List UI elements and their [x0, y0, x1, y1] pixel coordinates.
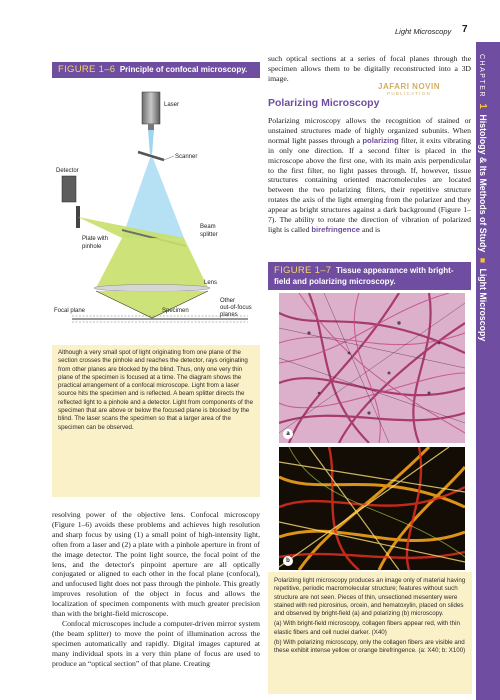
caption-a: (a) With bright-field microscopy, collagen fibers appear red, with thin elastic fibers and cell nuclei darker. (X40) — [274, 620, 460, 636]
polarizing-text-b: filter, it exits vibrating in only one direction. If a second filter is placed in the microscope above the first one, with its main axis perpendicular to the first filter, no light passes through. If, however, tissue structures containing oriented macromolecules are located between the two polarizing filters, their repetitive structure rotates the axis of the light emerging from the polarizer and they appear as bright structures against a dark background (Figure 1–7). The ability to rotate the direction of vibration of polarized light is called — [268, 135, 471, 234]
polarizing-image — [279, 447, 465, 570]
tab-separator: ■ — [478, 257, 488, 264]
chapter-number: 1 — [477, 103, 488, 109]
figure-1-7-caption — [268, 572, 472, 694]
right-top-text: such optical sections at a series of focal planes through the specimen allows them to be digitally reconstructed into a 3D image. — [268, 54, 471, 83]
label-specimen: Specimen — [162, 308, 189, 314]
laser-beam — [148, 130, 154, 154]
scanner-leader — [164, 156, 174, 160]
watermark-sub: PUBLICATION — [387, 91, 431, 96]
left-paragraph-1: resolving power of the objective lens. Confocal microscopy (Figure 1–6) avoids these problems and achieves high resolution and sharp focus by using (1) a small point of high-intensity light, often from a laser and (2) a plate with a pinhole aperture in front of the image detector. The point light source, the focal point of the lens, and the detector's pinpoint aperture are all optically conjugated or aligned to each other in the focal plane (confocal), and unfocused light does not pass through the pinhole. This greatly improves resolution of the object in focus and allows the localization of specimen components with much greater precision than with the bright-field microscope. — [52, 510, 260, 619]
detector-box — [62, 176, 76, 202]
chapter-tab — [476, 42, 500, 700]
publisher-watermark — [378, 82, 440, 96]
label-lens: Lens — [204, 280, 218, 286]
confocal-diagram — [52, 80, 260, 342]
label-beam-2: splitter — [200, 232, 218, 238]
lens — [94, 285, 210, 292]
panel-letter-b: b — [283, 556, 293, 566]
caption-b: (b) With polarizing microscopy, only the collagen fibers are visible and these exhibit intense yellow or orange birefringence. (a: X40; b: X100) — [274, 639, 466, 655]
label-plate-1: Plate with — [82, 236, 109, 242]
term-birefringence: birefringence — [311, 224, 361, 234]
page-number: 7 — [462, 24, 468, 35]
panel-letter-a: a — [283, 429, 293, 439]
left-column-text — [52, 510, 260, 669]
micrograph-bright-field — [279, 293, 465, 443]
figure-1-6-banner — [52, 62, 260, 78]
label-beam-1: Beam — [200, 224, 216, 230]
incident-cone — [122, 158, 184, 238]
left-paragraph-2: Confocal microscopes include a computer-driven mirror system (the beam splitter) to move the point of illumination across the specimen automatically and rapidly. Digital images captured at many individual spots in a very thin plane of focus are used to produce an “optical section” of that plane. Creating — [52, 618, 260, 668]
label-other-2: out-of-focus — [220, 305, 252, 311]
polarizing-text-c: and is — [360, 224, 381, 234]
label-detector: Detector — [56, 168, 79, 174]
figure-title: Tissue appearance with bright-field and polarizing microscopy. — [274, 266, 454, 286]
section-title: Light Microscopy — [478, 268, 488, 342]
label-other-1: Other — [220, 298, 236, 304]
label-scanner: Scanner — [175, 154, 198, 160]
laser-nozzle — [148, 124, 154, 130]
label-focal-plane: Focal plane — [54, 308, 86, 314]
term-polarizing: polarizing — [362, 135, 399, 145]
polarizing-text-a: Polarizing microscopy allows the recognition of stained or unstained structures made of highly organized subunits. When normal light passes through a — [268, 116, 471, 145]
chapter-word: CHAPTER — [478, 54, 485, 98]
lower-cone — [96, 238, 208, 288]
focus-cone — [96, 291, 208, 318]
figure-title: Principle of confocal microscopy. — [119, 65, 248, 74]
figure-1-7-banner — [268, 262, 471, 290]
laser-box — [142, 92, 160, 124]
figure-label: FIGURE 1–6 — [58, 64, 116, 75]
micrograph-polarizing — [279, 447, 465, 570]
section-heading: Polarizing Microscopy — [268, 97, 380, 109]
bright-field-image — [279, 293, 465, 443]
label-other-3: planes — [220, 312, 238, 318]
figure-1-6-caption: Although a very small spot of light originating from one plane of the section crosses the pinhole and reaches the detector, rays originating from other planes are blocked by the blind. Thus, only one very thin plane of the specimen is focused at a time. The diagram shows the practical arrangement of a confocal microscope. Light from a laser source hits the specimen and is reflected. A beam splitter directs the reflected light to a pinhole and a detector. Light from components of the specimen that are above or below the focused plane is blocked by the blind. The laser scans the specimen so that a larger area of the specimen can be observed. — [52, 345, 260, 497]
watermark-brand: JAFARI NOVIN — [378, 82, 441, 91]
caption-intro: Polarizing light microscopy produces an image only of material having repetitive, periodic macromolecular structure; features without such structure are not seen. Pieces of thin, unsectioned mesentery were stained with red picrosirius, orcein, and hematoxylin, placed on slides and observed by bright-field (a) and polarizing (b) microscopy. — [274, 577, 466, 618]
label-plate-2: pinhole — [82, 244, 102, 250]
polarizing-text — [268, 116, 471, 235]
chapter-title: Histology & Its Methods of Study — [478, 114, 488, 253]
label-laser: Laser — [164, 102, 180, 108]
figure-label: FIGURE 1–7 — [274, 265, 332, 276]
running-title: Light Microscopy — [395, 27, 452, 36]
